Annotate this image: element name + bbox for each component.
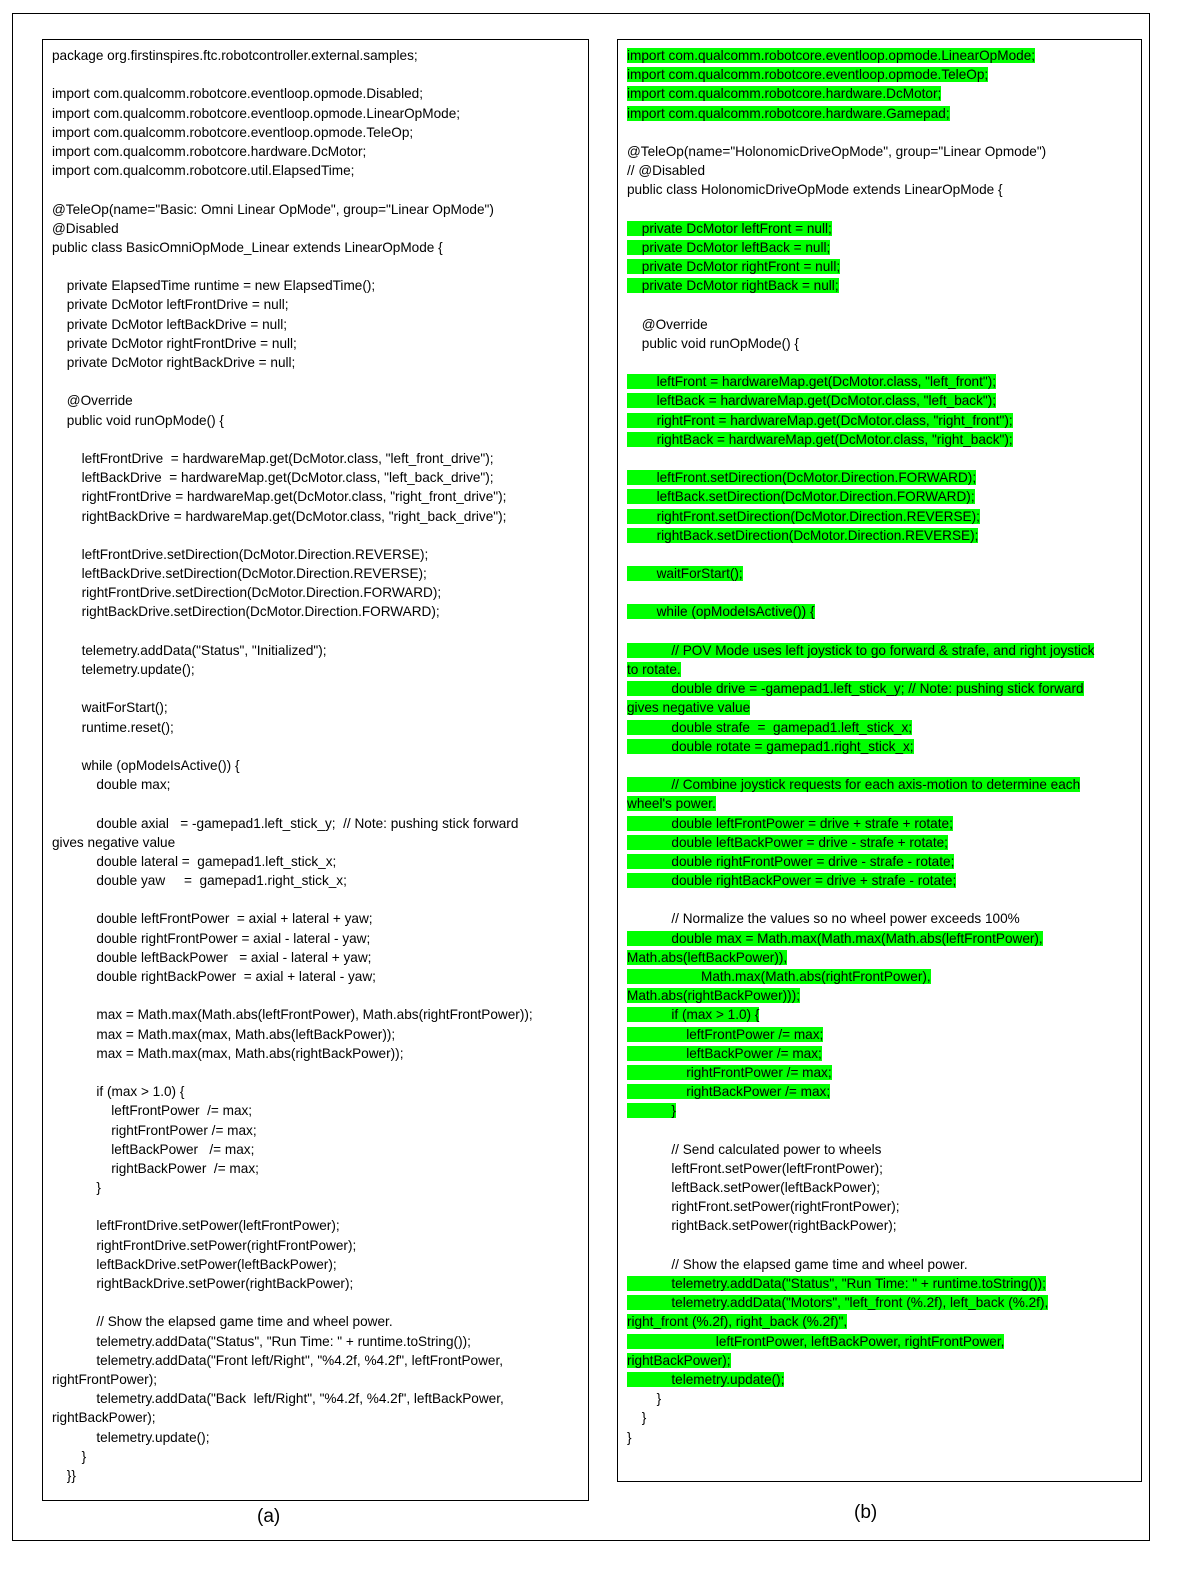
code-line-text: leftFrontDrive.setDirection(DcMotor.Direction.REVERSE); [81,546,429,562]
code-line [43,1389,588,1408]
code-line [43,468,588,487]
code-line-text: rightFrontDrive.setDirection(DcMotor.Direction.FORWARD); [81,585,442,601]
code-line-text: wheel's power. [627,796,716,812]
code-line [43,1121,588,1140]
code-line-text: max = Math.max(Math.abs(leftFrontPower), Math.abs(rightFrontPower)); [96,1007,533,1023]
code-line-text: private DcMotor leftFront = null; [627,221,832,236]
code-line-text: // Show the elapsed game time and wheel power. [671,1256,968,1272]
code-line-text: import com.qualcomm.robotcore.util.ElapsedTime; [52,163,355,179]
code-line-text: leftFrontPower /= max; [627,1027,823,1042]
code-line-text: max = Math.max(max, Math.abs(rightBackPower)); [96,1045,404,1061]
code-line-text: rightBack.setDirection(DcMotor.Direction.REVERSE); [627,528,978,543]
code-line-text: if (max > 1.0) { [627,1007,759,1022]
code-line-text: // POV Mode uses left joystick to go forward & strafe, and right joystick [627,643,1094,658]
code-line-text: rightFrontPower); [52,1371,158,1387]
code-line [618,622,1141,641]
code-line [43,1312,588,1331]
code-line [618,526,1141,545]
code-listing-b [618,46,1141,1447]
code-line-text: while (opModeIsActive()) { [81,757,240,773]
code-line-text: // Combine joystick requests for each axis-motion to determine each [627,777,1080,792]
code-line [618,411,1141,430]
code-line-text: @Disabled [52,220,119,236]
code-line-text: leftBackPower /= max; [627,1046,822,1061]
code-line [43,737,588,756]
code-line [43,1332,588,1351]
code-line [43,1255,588,1274]
code-line [618,814,1141,833]
code-line-text: // Normalize the values so no wheel power exceeds 100% [671,911,1020,927]
code-line [43,180,588,199]
code-line [43,257,588,276]
code-line-text: import com.qualcomm.robotcore.eventloop.opmode.Disabled; [52,86,423,102]
code-line [618,449,1141,468]
code-line [618,104,1141,123]
code-line [43,602,588,621]
code-line-text: private DcMotor rightBackDrive = null; [66,355,296,370]
code-line [618,430,1141,449]
code-line [43,1370,588,1389]
code-line [43,1159,588,1178]
code-line [618,1389,1141,1408]
code-line-text: // @Disabled [627,163,706,179]
code-line [618,1082,1141,1101]
code-line-text: leftFrontPower, leftBackPower, rightFrontPower, [627,1334,1004,1349]
code-line [618,1025,1141,1044]
code-line-text: double axial = -gamepad1.left_stick_y; // Note: pushing stick forward [96,815,519,831]
code-panel-b [617,39,1142,1482]
code-line [618,794,1141,813]
code-line [618,84,1141,103]
code-line [618,948,1141,967]
code-line-text: leftBack = hardwareMap.get(DcMotor.class, "left_back"); [627,393,996,408]
code-line-text: double leftFrontPower = drive + strafe + rotate; [627,816,953,831]
code-line [618,1255,1141,1274]
code-line [618,487,1141,506]
code-line-text: rightBackPower /= max; [627,1084,830,1099]
code-line [618,1216,1141,1235]
code-line-text: double leftFrontPower = axial + lateral + yaw; [96,911,373,927]
code-line [43,986,588,1005]
code-line [43,200,588,219]
code-line [43,641,588,660]
code-line-text: rightFrontDrive.setPower(rightFrontPower); [96,1237,357,1253]
code-line [618,833,1141,852]
code-line [618,1351,1141,1370]
code-line [618,1159,1141,1178]
code-line [618,391,1141,410]
code-line-text: leftBackDrive = hardwareMap.get(DcMotor.class, "left_back_drive"); [81,470,494,486]
code-line-text: waitForStart(); [627,566,743,581]
code-line [43,84,588,103]
code-line [618,1312,1141,1331]
code-line-text: import com.qualcomm.robotcore.eventloop.opmode.TeleOp; [627,67,989,83]
code-line [618,200,1141,219]
code-line-text: }} [66,1467,76,1483]
code-line [43,583,588,602]
code-line-text: // Send calculated power to wheels [671,1141,882,1157]
code-line-text: } [81,1448,87,1464]
code-line-text: rightFrontPower /= max; [627,1065,832,1080]
code-line-text: telemetry.addData("Motors", "left_front (%.2f), left_back (%.2f), [627,1295,1048,1310]
code-line [618,295,1141,314]
code-line [618,602,1141,621]
code-line [43,430,588,449]
code-line [43,391,588,410]
code-listing-a [43,46,588,1485]
code-line-text: gives negative value [52,834,176,850]
code-line [43,1044,588,1063]
code-line [43,1082,588,1101]
code-line-text: double leftBackPower = axial - lateral + yaw; [96,949,372,965]
code-line-text: leftFrontDrive = hardwareMap.get(DcMotor.class, "left_front_drive"); [81,450,494,466]
code-line [618,909,1141,928]
code-line [43,1178,588,1197]
code-line-text: } [641,1410,647,1426]
code-line [618,660,1141,679]
code-line [43,1351,588,1370]
code-line [43,334,588,353]
code-line [43,852,588,871]
code-line-text: if (max > 1.0) { [96,1084,185,1100]
code-line-text: } [656,1391,662,1407]
code-line [43,1063,588,1082]
code-line-text: private DcMotor leftBackDrive = null; [66,316,288,332]
code-line-text: double rightFrontPower = axial - lateral - yaw; [96,930,371,946]
code-line-text: telemetry.addData("Status", "Run Time: " + runtime.toString()); [96,1333,471,1349]
code-line-text: leftFront.setPower(leftFrontPower); [671,1160,883,1176]
code-line [43,679,588,698]
code-line [618,507,1141,526]
caption-a: (a) [257,1506,281,1527]
code-line-text: double yaw = gamepad1.right_stick_x; [96,873,347,889]
code-line-text: rightBackPower); [627,1352,731,1368]
code-line [43,411,588,430]
code-line-text: private DcMotor rightFrontDrive = null; [66,335,297,351]
code-line-text: runtime.reset(); [81,719,174,735]
code-line-text: double max = Math.max(Math.max(Math.abs(leftFrontPower), [627,931,1043,946]
code-line [43,698,588,717]
code-line-text: right_front (%.2f), right_back (%.2f)", [627,1314,848,1330]
code-line [43,1408,588,1427]
code-line-text: telemetry.update(); [627,1372,784,1387]
code-line [618,219,1141,238]
code-line [43,487,588,506]
code-line-text: package org.firstinspires.ftc.robotcontroller.external.samples; [52,48,418,63]
code-line-text: rightBackPower); [52,1410,156,1426]
code-line-text: rightBackDrive.setPower(rightBackPower); [96,1276,354,1291]
code-line-text: private DcMotor rightBack = null; [627,278,839,293]
code-line [43,142,588,161]
code-line-text: leftBackPower /= max; [111,1141,255,1157]
code-line [618,641,1141,660]
code-line-text: double rotate = gamepad1.right_stick_x; [627,739,914,754]
code-line-text: Math.abs(leftBackPower)), [627,949,788,965]
code-line-text: import com.qualcomm.robotcore.eventloop.opmode.LinearOpMode; [627,48,1036,63]
code-line-text: max = Math.max(max, Math.abs(leftBackPower)); [96,1026,396,1042]
code-line [43,1005,588,1024]
code-line-text: } [627,1429,632,1445]
code-line [618,334,1141,353]
code-line-text: to rotate. [627,662,681,677]
code-line [618,737,1141,756]
code-line-text: telemetry.addData("Back left/Right", "%4.2f, %4.2f", leftBackPower, [96,1391,504,1407]
code-line [618,1370,1141,1389]
code-line [618,1044,1141,1063]
code-line-text: double max; [96,777,171,793]
code-line [43,315,588,334]
code-line [618,929,1141,948]
code-line-text: telemetry.update(); [96,1429,210,1445]
code-line [43,1197,588,1216]
code-line-text: telemetry.addData("Front left/Right", "%4.2f, %4.2f", leftFrontPower, [96,1352,504,1368]
code-line-text: rightFrontDrive = hardwareMap.get(DcMotor.class, "right_front_drive"); [81,489,507,505]
code-line [43,718,588,737]
code-line-text: private ElapsedTime runtime = new ElapsedTime(); [66,278,376,294]
code-line-text: // Show the elapsed game time and wheel power. [96,1314,393,1330]
code-line-text: telemetry.update(); [81,662,195,677]
code-line-text: rightBackPower /= max; [111,1160,259,1176]
code-line-text: public class BasicOmniOpMode_Linear extends LinearOpMode { [52,239,443,255]
code-line [618,775,1141,794]
code-line-text: double drive = -gamepad1.left_stick_y; // Note: pushing stick forward [627,681,1084,696]
code-line-text: double lateral = gamepad1.left_stick_x; [96,853,337,869]
code-line [43,1025,588,1044]
code-line [618,1236,1141,1255]
code-line-text: while (opModeIsActive()) { [627,604,815,619]
code-line-text: import com.qualcomm.robotcore.hardware.DcMotor; [627,86,942,102]
code-line-text: rightBack = hardwareMap.get(DcMotor.class, "right_back"); [627,432,1013,447]
code-line [43,507,588,526]
code-line [43,1216,588,1235]
code-line-text: telemetry.addData("Status", "Run Time: " + runtime.toString()); [627,1276,1046,1291]
code-line [43,1101,588,1120]
code-line [618,718,1141,737]
code-line [618,698,1141,717]
code-line-text: leftFrontDrive.setPower(leftFrontPower); [96,1218,340,1234]
code-line [43,794,588,813]
code-line-text: public void runOpMode() { [66,412,224,428]
code-line [43,756,588,775]
code-line [618,238,1141,257]
code-line [618,1428,1141,1447]
code-line [618,967,1141,986]
code-line-text: private DcMotor rightFront = null; [627,259,840,274]
code-line [43,833,588,852]
code-line [618,1274,1141,1293]
code-line-text: import com.qualcomm.robotcore.hardware.DcMotor; [52,143,367,159]
code-line [618,180,1141,199]
code-line [618,276,1141,295]
code-line [43,1428,588,1447]
code-line [43,104,588,123]
code-line-text: public void runOpMode() { [641,335,799,351]
code-line-text: @TeleOp(name="HolonomicDriveOpMode", group="Linear Opmode") [627,143,1047,159]
code-line [618,65,1141,84]
code-line-text: leftFront.setDirection(DcMotor.Direction.FORWARD); [627,470,976,485]
code-line [618,1178,1141,1197]
code-line-text: private DcMotor leftFrontDrive = null; [66,297,289,313]
code-line [618,1332,1141,1351]
code-line [43,622,588,641]
code-line-text: rightBackDrive = hardwareMap.get(DcMotor.class, "right_back_drive"); [81,508,507,524]
code-line [43,65,588,84]
code-line-text: private DcMotor leftBack = null; [627,240,830,255]
code-line [43,909,588,928]
code-line [618,257,1141,276]
code-line-text: waitForStart(); [81,700,168,716]
code-line [43,46,588,65]
code-line [43,1140,588,1159]
code-line [43,123,588,142]
code-line [43,948,588,967]
code-line [43,219,588,238]
code-line [618,1408,1141,1427]
code-line-text: rightFrontPower /= max; [111,1122,257,1138]
code-line-text: telemetry.addData("Status", "Initialized"); [81,642,327,658]
code-line-text: gives negative value [627,700,751,716]
code-line [618,1063,1141,1082]
code-line-text: Math.max(Math.abs(rightFrontPower), [627,969,931,984]
code-line-text: rightBack.setPower(rightBackPower); [671,1218,897,1234]
code-line [43,660,588,679]
code-line-text: leftBackDrive.setPower(leftBackPower); [96,1256,337,1272]
code-line [43,564,588,583]
code-line [618,1121,1141,1140]
code-line-text: Math.abs(rightBackPower))); [627,988,800,1004]
code-line [43,1236,588,1255]
code-line [618,46,1141,65]
code-line [43,353,588,372]
figure-frame [12,13,1150,1541]
code-line [618,142,1141,161]
code-line [618,679,1141,698]
code-line [43,276,588,295]
code-line [618,564,1141,583]
code-line-text: leftFront = hardwareMap.get(DcMotor.class, "left_front"); [627,374,996,389]
code-line [618,353,1141,372]
code-line-text: double leftBackPower = drive - strafe + rotate; [627,835,948,850]
code-line-text: rightBackDrive.setDirection(DcMotor.Direction.FORWARD); [81,604,440,620]
code-line-text: double rightFrontPower = drive - strafe - rotate; [627,854,954,869]
code-line-text: rightFront.setDirection(DcMotor.Direction.REVERSE); [627,509,980,524]
code-line-text: } [627,1103,676,1118]
code-line [618,871,1141,890]
code-line-text: public class HolonomicDriveOpMode extends LinearOpMode { [627,182,1003,198]
code-panel-a [42,39,589,1501]
code-line [618,852,1141,871]
code-line [43,372,588,391]
code-line [618,1293,1141,1312]
code-line-text: rightFront.setPower(rightFrontPower); [671,1199,900,1215]
code-line-text: import com.qualcomm.robotcore.hardware.Gamepad; [627,105,950,121]
code-line-text: leftFrontPower /= max; [111,1103,253,1119]
code-line [43,814,588,833]
caption-b: (b) [854,1502,878,1523]
code-line [618,1140,1141,1159]
code-line [43,161,588,180]
code-line [618,315,1141,334]
code-line [43,1274,588,1293]
code-line [618,986,1141,1005]
code-line [618,545,1141,564]
code-line [618,1005,1141,1024]
code-line [43,238,588,257]
code-line [43,526,588,545]
code-line-text: leftBack.setPower(leftBackPower); [671,1180,880,1196]
code-line [618,372,1141,391]
code-line-text: double rightBackPower = axial + lateral - yaw; [96,969,376,984]
code-line [618,468,1141,487]
code-line-text: import com.qualcomm.robotcore.eventloop.opmode.TeleOp; [52,124,414,140]
code-line [43,545,588,564]
code-line-text: double strafe = gamepad1.left_stick_x; [627,720,912,735]
code-line-text: rightFront = hardwareMap.get(DcMotor.class, "right_front"); [627,413,1013,428]
code-line [618,756,1141,775]
code-line-text: @Override [66,393,133,409]
code-line [43,967,588,986]
code-line [43,449,588,468]
code-line-text: leftBackDrive.setDirection(DcMotor.Direction.REVERSE); [81,566,427,582]
code-line-text: leftBack.setDirection(DcMotor.Direction.FORWARD); [627,489,975,504]
code-line [618,1101,1141,1120]
code-line [618,583,1141,602]
code-line-text: @TeleOp(name="Basic: Omni Linear OpMode", group="Linear OpMode") [52,201,494,217]
code-line [43,1447,588,1466]
code-line [618,161,1141,180]
code-line [43,1293,588,1312]
code-line [618,890,1141,909]
code-line [43,1466,588,1485]
code-line [43,929,588,948]
code-line [43,871,588,890]
code-line-text: } [96,1180,101,1196]
code-line [43,890,588,909]
code-line-text: @Override [641,316,708,332]
code-line [618,123,1141,142]
code-line-text: double rightBackPower = drive + strafe - rotate; [627,873,956,888]
code-line [618,1197,1141,1216]
code-line-text: import com.qualcomm.robotcore.eventloop.opmode.LinearOpMode; [52,105,461,121]
code-line [43,295,588,314]
code-line [43,775,588,794]
